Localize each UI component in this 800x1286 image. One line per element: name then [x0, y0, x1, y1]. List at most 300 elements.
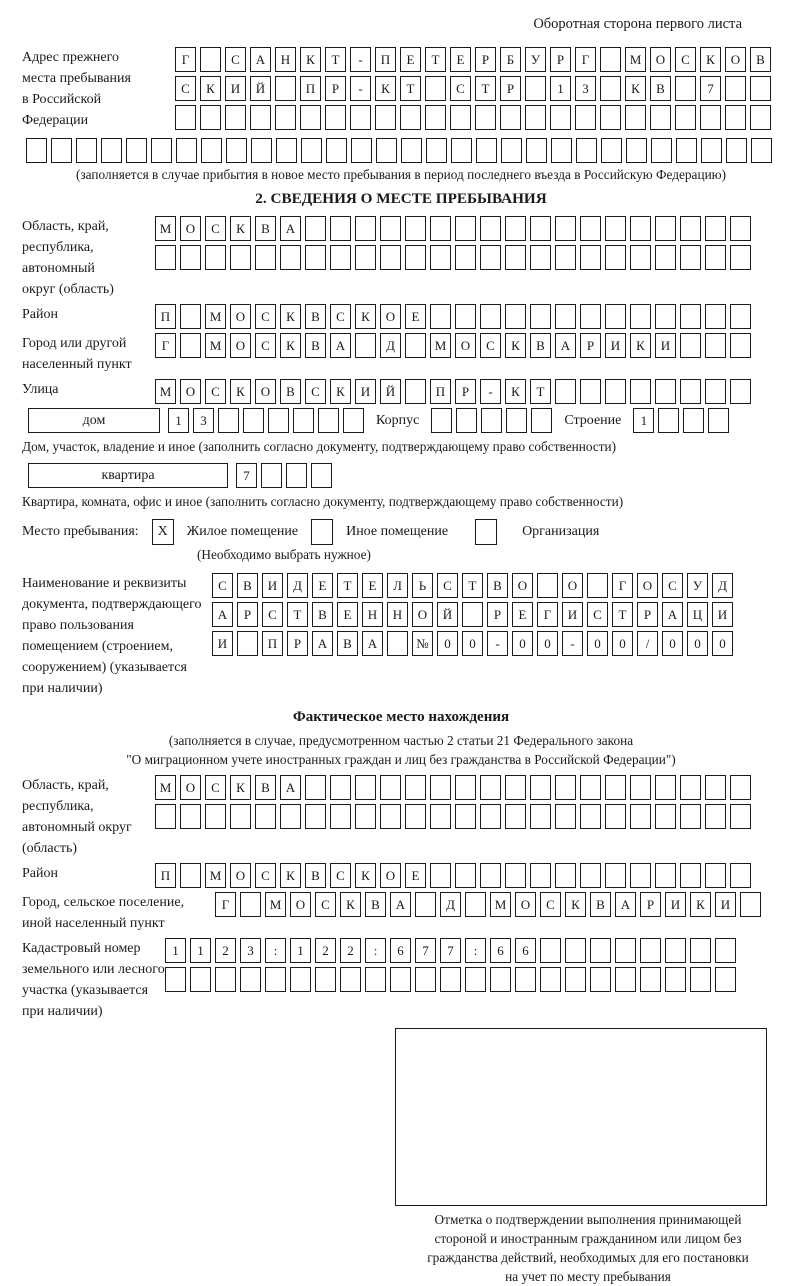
form-cell[interactable] [475, 105, 496, 130]
form-cell[interactable]: 0 [587, 631, 608, 656]
form-cell[interactable] [605, 863, 626, 888]
form-cell[interactable]: В [312, 602, 333, 627]
form-cell[interactable] [680, 333, 701, 358]
form-cell[interactable] [630, 216, 651, 241]
form-cell[interactable] [301, 138, 322, 163]
form-cell[interactable]: С [212, 573, 233, 598]
form-cell[interactable]: С [675, 47, 696, 72]
form-cell[interactable]: Ь [412, 573, 433, 598]
form-cell[interactable]: К [355, 304, 376, 329]
form-cell[interactable]: - [350, 47, 371, 72]
form-cell[interactable]: И [665, 892, 686, 917]
form-cell[interactable]: М [265, 892, 286, 917]
form-cell[interactable]: Т [425, 47, 446, 72]
form-cell[interactable] [555, 775, 576, 800]
form-cell[interactable] [630, 804, 651, 829]
form-cell[interactable]: М [430, 333, 451, 358]
form-cell[interactable]: О [650, 47, 671, 72]
form-cell[interactable] [431, 408, 452, 433]
form-cell[interactable]: Е [400, 47, 421, 72]
form-cell[interactable]: С [255, 304, 276, 329]
form-cell[interactable]: П [430, 379, 451, 404]
form-cell[interactable] [355, 216, 376, 241]
form-cell[interactable] [205, 804, 226, 829]
form-cell[interactable]: К [700, 47, 721, 72]
form-cell[interactable]: С [225, 47, 246, 72]
form-cell[interactable] [715, 967, 736, 992]
form-cell[interactable]: В [255, 775, 276, 800]
form-cell[interactable] [505, 804, 526, 829]
form-cell[interactable] [387, 631, 408, 656]
form-cell[interactable]: О [515, 892, 536, 917]
form-cell[interactable]: 7 [440, 938, 461, 963]
form-cell[interactable]: К [565, 892, 586, 917]
form-cell[interactable]: Д [287, 573, 308, 598]
form-cell[interactable] [505, 216, 526, 241]
form-cell[interactable]: Г [215, 892, 236, 917]
form-cell[interactable]: 0 [712, 631, 733, 656]
form-cell[interactable] [655, 245, 676, 270]
form-cell[interactable] [455, 216, 476, 241]
form-cell[interactable]: О [230, 304, 251, 329]
form-cell[interactable]: В [337, 631, 358, 656]
form-cell[interactable] [530, 804, 551, 829]
form-cell[interactable] [730, 216, 751, 241]
form-cell[interactable] [405, 804, 426, 829]
form-cell[interactable]: К [505, 333, 526, 358]
checkbox-inoe[interactable] [311, 519, 333, 545]
form-cell[interactable]: С [662, 573, 683, 598]
form-cell[interactable] [255, 245, 276, 270]
form-cell[interactable] [725, 105, 746, 130]
form-cell[interactable]: М [625, 47, 646, 72]
form-cell[interactable]: Е [312, 573, 333, 598]
form-cell[interactable]: П [262, 631, 283, 656]
form-cell[interactable] [425, 105, 446, 130]
form-cell[interactable]: А [662, 602, 683, 627]
form-cell[interactable] [530, 775, 551, 800]
form-cell[interactable] [405, 333, 426, 358]
form-cell[interactable] [165, 967, 186, 992]
form-cell[interactable] [601, 138, 622, 163]
form-cell[interactable] [201, 138, 222, 163]
form-cell[interactable] [340, 967, 361, 992]
form-cell[interactable] [180, 804, 201, 829]
form-cell[interactable] [500, 105, 521, 130]
form-cell[interactable] [650, 105, 671, 130]
form-cell[interactable] [655, 804, 676, 829]
form-cell[interactable]: У [525, 47, 546, 72]
form-cell[interactable] [630, 379, 651, 404]
form-cell[interactable] [506, 408, 527, 433]
form-cell[interactable] [555, 304, 576, 329]
form-cell[interactable]: Е [362, 573, 383, 598]
form-cell[interactable]: О [512, 573, 533, 598]
form-cell[interactable] [580, 245, 601, 270]
form-cell[interactable] [680, 379, 701, 404]
form-cell[interactable] [658, 408, 679, 433]
form-cell[interactable] [318, 408, 339, 433]
form-cell[interactable]: К [230, 775, 251, 800]
form-cell[interactable]: 3 [240, 938, 261, 963]
form-cell[interactable] [430, 804, 451, 829]
form-cell[interactable] [311, 463, 332, 488]
form-cell[interactable] [705, 216, 726, 241]
form-cell[interactable]: Д [380, 333, 401, 358]
form-cell[interactable] [375, 105, 396, 130]
form-cell[interactable] [180, 863, 201, 888]
form-cell[interactable] [600, 105, 621, 130]
form-cell[interactable]: № [412, 631, 433, 656]
form-cell[interactable] [380, 216, 401, 241]
form-cell[interactable]: С [262, 602, 283, 627]
form-cell[interactable]: О [255, 379, 276, 404]
form-cell[interactable] [180, 245, 201, 270]
form-cell[interactable] [440, 967, 461, 992]
form-cell[interactable]: П [155, 304, 176, 329]
form-cell[interactable] [280, 245, 301, 270]
form-cell[interactable] [730, 863, 751, 888]
form-cell[interactable]: К [625, 76, 646, 101]
form-cell[interactable] [480, 863, 501, 888]
form-cell[interactable]: О [380, 863, 401, 888]
form-cell[interactable]: Д [440, 892, 461, 917]
form-cell[interactable] [330, 804, 351, 829]
form-cell[interactable]: В [750, 47, 771, 72]
form-cell[interactable] [430, 775, 451, 800]
form-cell[interactable]: С [205, 379, 226, 404]
form-cell[interactable] [630, 304, 651, 329]
form-cell[interactable] [651, 138, 672, 163]
form-cell[interactable] [151, 138, 172, 163]
form-cell[interactable]: - [487, 631, 508, 656]
form-cell[interactable] [343, 408, 364, 433]
form-cell[interactable]: Р [550, 47, 571, 72]
form-cell[interactable]: В [305, 304, 326, 329]
form-cell[interactable] [680, 304, 701, 329]
form-cell[interactable] [430, 863, 451, 888]
form-cell[interactable] [243, 408, 264, 433]
form-cell[interactable]: М [205, 304, 226, 329]
form-cell[interactable] [690, 938, 711, 963]
form-cell[interactable]: Й [380, 379, 401, 404]
form-cell[interactable] [405, 775, 426, 800]
form-cell[interactable] [325, 105, 346, 130]
form-cell[interactable] [26, 138, 47, 163]
form-cell[interactable]: О [290, 892, 311, 917]
form-cell[interactable]: - [562, 631, 583, 656]
form-cell[interactable] [380, 245, 401, 270]
form-cell[interactable] [275, 105, 296, 130]
form-cell[interactable]: Р [637, 602, 658, 627]
form-cell[interactable] [480, 304, 501, 329]
form-cell[interactable] [355, 804, 376, 829]
form-cell[interactable]: 6 [490, 938, 511, 963]
form-cell[interactable] [200, 105, 221, 130]
form-cell[interactable]: Р [455, 379, 476, 404]
form-cell[interactable]: Т [400, 76, 421, 101]
form-cell[interactable] [180, 304, 201, 329]
form-cell[interactable]: П [375, 47, 396, 72]
form-cell[interactable] [505, 304, 526, 329]
form-cell[interactable] [200, 47, 221, 72]
form-cell[interactable] [626, 138, 647, 163]
form-cell[interactable] [580, 304, 601, 329]
form-cell[interactable] [605, 245, 626, 270]
form-cell[interactable] [750, 76, 771, 101]
form-cell[interactable] [630, 775, 651, 800]
form-cell[interactable] [455, 775, 476, 800]
form-cell[interactable]: Е [337, 602, 358, 627]
form-cell[interactable] [730, 304, 751, 329]
form-cell[interactable] [505, 863, 526, 888]
form-cell[interactable]: К [230, 216, 251, 241]
form-cell[interactable] [286, 463, 307, 488]
form-cell[interactable]: Г [155, 333, 176, 358]
form-cell[interactable]: А [280, 775, 301, 800]
form-cell[interactable]: Г [612, 573, 633, 598]
form-cell[interactable] [226, 138, 247, 163]
form-cell[interactable] [175, 105, 196, 130]
form-cell[interactable]: С [205, 775, 226, 800]
form-cell[interactable] [730, 775, 751, 800]
form-cell[interactable] [701, 138, 722, 163]
form-cell[interactable]: В [650, 76, 671, 101]
form-cell[interactable]: Б [500, 47, 521, 72]
form-cell[interactable] [455, 245, 476, 270]
form-cell[interactable] [605, 304, 626, 329]
form-cell[interactable] [540, 967, 561, 992]
form-cell[interactable] [450, 105, 471, 130]
form-cell[interactable]: А [330, 333, 351, 358]
form-cell[interactable]: Т [475, 76, 496, 101]
form-cell[interactable]: В [280, 379, 301, 404]
form-cell[interactable]: И [212, 631, 233, 656]
form-cell[interactable]: И [562, 602, 583, 627]
form-cell[interactable] [655, 216, 676, 241]
form-cell[interactable] [630, 863, 651, 888]
form-cell[interactable] [155, 804, 176, 829]
form-cell[interactable] [126, 138, 147, 163]
form-cell[interactable] [705, 304, 726, 329]
form-cell[interactable]: О [725, 47, 746, 72]
form-cell[interactable] [515, 967, 536, 992]
form-cell[interactable] [705, 863, 726, 888]
form-cell[interactable] [275, 76, 296, 101]
form-cell[interactable] [630, 245, 651, 270]
form-cell[interactable]: С [587, 602, 608, 627]
form-cell[interactable] [415, 967, 436, 992]
form-cell[interactable]: В [590, 892, 611, 917]
form-cell[interactable]: С [330, 863, 351, 888]
form-cell[interactable]: О [180, 379, 201, 404]
form-cell[interactable]: М [490, 892, 511, 917]
form-cell[interactable] [605, 379, 626, 404]
form-cell[interactable] [680, 245, 701, 270]
form-cell[interactable]: М [205, 333, 226, 358]
form-cell[interactable] [675, 76, 696, 101]
form-cell[interactable] [261, 463, 282, 488]
form-cell[interactable]: 1 [165, 938, 186, 963]
form-cell[interactable]: В [255, 216, 276, 241]
form-cell[interactable]: 0 [512, 631, 533, 656]
form-cell[interactable]: С [330, 304, 351, 329]
form-cell[interactable] [600, 47, 621, 72]
form-cell[interactable]: Т [337, 573, 358, 598]
form-cell[interactable] [625, 105, 646, 130]
form-cell[interactable]: И [262, 573, 283, 598]
form-cell[interactable]: Е [512, 602, 533, 627]
form-cell[interactable] [465, 892, 486, 917]
form-cell[interactable]: С [205, 216, 226, 241]
form-cell[interactable] [655, 775, 676, 800]
form-cell[interactable]: А [280, 216, 301, 241]
form-cell[interactable] [680, 775, 701, 800]
form-cell[interactable] [565, 967, 586, 992]
form-cell[interactable]: К [630, 333, 651, 358]
form-cell[interactable]: С [480, 333, 501, 358]
form-cell[interactable] [190, 967, 211, 992]
form-cell[interactable] [401, 138, 422, 163]
form-cell[interactable] [690, 967, 711, 992]
form-cell[interactable] [530, 304, 551, 329]
form-cell[interactable] [430, 245, 451, 270]
form-cell[interactable]: С [305, 379, 326, 404]
form-cell[interactable]: Р [580, 333, 601, 358]
form-cell[interactable] [680, 863, 701, 888]
form-cell[interactable]: 2 [340, 938, 361, 963]
form-cell[interactable]: К [280, 333, 301, 358]
form-cell[interactable]: О [230, 333, 251, 358]
form-cell[interactable]: Р [487, 602, 508, 627]
form-cell[interactable] [293, 408, 314, 433]
form-cell[interactable] [180, 333, 201, 358]
form-cell[interactable]: П [155, 863, 176, 888]
form-cell[interactable] [390, 967, 411, 992]
form-cell[interactable] [415, 892, 436, 917]
form-cell[interactable] [215, 967, 236, 992]
form-cell[interactable] [355, 775, 376, 800]
form-cell[interactable] [101, 138, 122, 163]
form-cell[interactable] [330, 775, 351, 800]
form-cell[interactable]: Г [575, 47, 596, 72]
form-cell[interactable]: : [465, 938, 486, 963]
form-cell[interactable] [531, 408, 552, 433]
form-cell[interactable] [480, 804, 501, 829]
form-cell[interactable]: К [280, 863, 301, 888]
form-cell[interactable]: К [690, 892, 711, 917]
form-cell[interactable] [355, 333, 376, 358]
form-cell[interactable] [750, 105, 771, 130]
form-cell[interactable] [540, 938, 561, 963]
form-cell[interactable] [565, 938, 586, 963]
form-cell[interactable] [376, 138, 397, 163]
form-cell[interactable]: Т [612, 602, 633, 627]
form-cell[interactable] [405, 245, 426, 270]
form-cell[interactable]: К [300, 47, 321, 72]
form-cell[interactable]: 3 [193, 408, 214, 433]
form-cell[interactable] [705, 379, 726, 404]
form-cell[interactable] [680, 216, 701, 241]
form-cell[interactable]: Р [237, 602, 258, 627]
form-cell[interactable] [480, 216, 501, 241]
form-cell[interactable] [683, 408, 704, 433]
form-cell[interactable]: 7 [700, 76, 721, 101]
form-cell[interactable]: С [540, 892, 561, 917]
form-cell[interactable]: М [205, 863, 226, 888]
form-cell[interactable] [580, 804, 601, 829]
form-cell[interactable]: О [637, 573, 658, 598]
form-cell[interactable] [290, 967, 311, 992]
form-cell[interactable]: А [615, 892, 636, 917]
form-cell[interactable]: К [280, 304, 301, 329]
form-cell[interactable] [751, 138, 772, 163]
form-cell[interactable]: Р [287, 631, 308, 656]
form-cell[interactable] [587, 573, 608, 598]
form-cell[interactable]: 0 [612, 631, 633, 656]
form-cell[interactable]: В [237, 573, 258, 598]
form-cell[interactable] [305, 804, 326, 829]
form-cell[interactable]: В [530, 333, 551, 358]
form-cell[interactable] [655, 863, 676, 888]
form-cell[interactable]: Й [250, 76, 271, 101]
form-cell[interactable] [480, 245, 501, 270]
form-cell[interactable]: 2 [215, 938, 236, 963]
form-cell[interactable] [730, 379, 751, 404]
form-cell[interactable] [675, 105, 696, 130]
form-cell[interactable]: 0 [687, 631, 708, 656]
form-cell[interactable]: С [175, 76, 196, 101]
form-cell[interactable]: А [212, 602, 233, 627]
form-cell[interactable] [380, 804, 401, 829]
form-cell[interactable]: - [350, 76, 371, 101]
form-cell[interactable] [400, 105, 421, 130]
form-cell[interactable] [600, 76, 621, 101]
form-cell[interactable]: 6 [390, 938, 411, 963]
form-cell[interactable] [330, 245, 351, 270]
form-cell[interactable]: Л [387, 573, 408, 598]
form-cell[interactable] [405, 216, 426, 241]
form-cell[interactable] [305, 775, 326, 800]
form-cell[interactable]: Г [537, 602, 558, 627]
form-cell[interactable]: 1 [190, 938, 211, 963]
form-cell[interactable] [265, 967, 286, 992]
form-cell[interactable]: В [305, 863, 326, 888]
form-cell[interactable] [451, 138, 472, 163]
form-cell[interactable]: К [505, 379, 526, 404]
form-cell[interactable] [205, 245, 226, 270]
form-cell[interactable] [481, 408, 502, 433]
form-cell[interactable] [665, 938, 686, 963]
form-cell[interactable]: 1 [550, 76, 571, 101]
form-cell[interactable]: И [605, 333, 626, 358]
form-cell[interactable] [615, 967, 636, 992]
form-cell[interactable] [526, 138, 547, 163]
form-cell[interactable]: О [380, 304, 401, 329]
form-cell[interactable]: И [715, 892, 736, 917]
form-cell[interactable]: У [687, 573, 708, 598]
form-cell[interactable] [505, 775, 526, 800]
form-cell[interactable]: В [487, 573, 508, 598]
form-cell[interactable]: Д [712, 573, 733, 598]
form-cell[interactable] [551, 138, 572, 163]
form-cell[interactable] [315, 967, 336, 992]
form-cell[interactable] [155, 245, 176, 270]
form-cell[interactable] [237, 631, 258, 656]
form-cell[interactable]: Е [405, 304, 426, 329]
form-cell[interactable]: В [365, 892, 386, 917]
form-cell[interactable]: И [225, 76, 246, 101]
